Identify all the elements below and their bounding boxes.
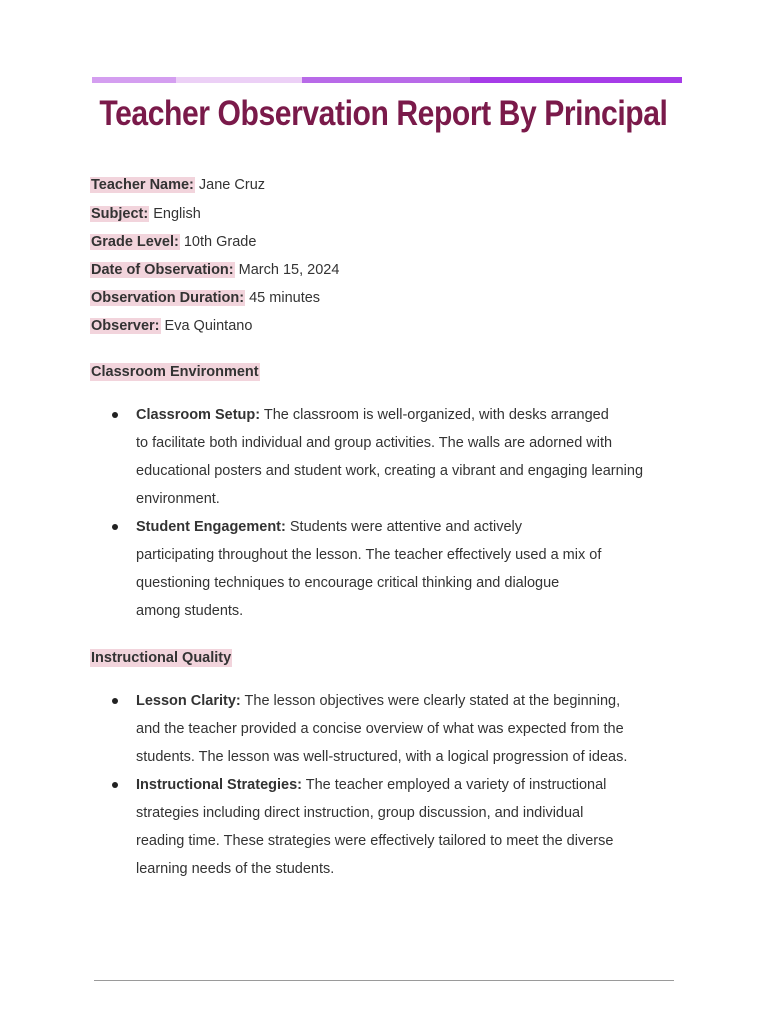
field-value: Eva Quintano xyxy=(160,318,253,334)
bullet-line: students. The lesson was well-structured, with a logical progression of ideas. xyxy=(136,749,628,765)
field-value: 45 minutes xyxy=(245,290,321,306)
bullet-line: strategies including direct instruction, group discussion, and individual xyxy=(136,805,584,821)
bullet-line: educational posters and student work, creating a vibrant and engaging learning xyxy=(136,463,644,479)
bullet-student-engagement xyxy=(136,513,676,625)
bullet-label: Lesson Clarity: xyxy=(136,693,241,709)
bullet-text: The classroom is well-organized, with desks arranged xyxy=(260,407,609,423)
bullet-line: to facilitate both individual and group activities. The walls are adorned with xyxy=(136,435,613,451)
bullet-dot-icon xyxy=(112,782,118,788)
field-value: English xyxy=(149,206,201,222)
field-label: Date of Observation: xyxy=(91,262,234,278)
bullet-line xyxy=(136,771,676,799)
document-title: Teacher Observation Report By Principal xyxy=(99,94,668,133)
bullet-line xyxy=(136,401,676,429)
bullet-line: among students. xyxy=(136,603,244,619)
bullet-line: learning needs of the students. xyxy=(136,861,335,877)
field-date-of-observation xyxy=(90,261,339,279)
bullet-instructional-strategies xyxy=(136,771,676,883)
bullet-dot-icon xyxy=(112,412,118,418)
bullet-line: questioning techniques to encourage critical thinking and dialogue xyxy=(136,575,560,591)
bullet-text: Students were attentive and actively xyxy=(285,519,523,535)
bullet-text: The teacher employed a variety of instructional xyxy=(301,777,607,793)
field-label: Observer: xyxy=(91,318,160,334)
field-label: Grade Level: xyxy=(91,234,179,250)
field-label: Observation Duration: xyxy=(91,290,245,306)
field-label: Subject: xyxy=(91,206,149,222)
bullet-line: participating throughout the lesson. The teacher effectively used a mix of xyxy=(136,547,602,563)
bullet-lesson-clarity xyxy=(136,687,676,771)
field-value: Jane Cruz xyxy=(194,177,266,193)
bullet-line: reading time. These strategies were effectively tailored to meet the diverse xyxy=(136,833,614,849)
field-grade-level xyxy=(90,233,256,251)
bullet-dot-icon xyxy=(112,698,118,704)
footer-divider xyxy=(94,980,674,981)
field-value: 10th Grade xyxy=(179,234,257,250)
bullet-label: Instructional Strategies: xyxy=(136,777,302,793)
bullet-classroom-setup xyxy=(136,401,676,513)
decorative-top-bar xyxy=(92,77,682,83)
top-bar-segment-2 xyxy=(176,77,302,83)
field-observer xyxy=(90,317,252,335)
bullet-line xyxy=(136,513,676,541)
section-heading-instructional-quality: Instructional Quality xyxy=(91,650,232,666)
field-label: Teacher Name: xyxy=(91,177,194,193)
top-bar-segment-3 xyxy=(302,77,470,83)
bullet-label: Student Engagement: xyxy=(136,519,286,535)
bullet-line xyxy=(136,687,676,715)
bullet-dot-icon xyxy=(112,524,118,530)
bullet-label: Classroom Setup: xyxy=(136,407,261,423)
field-teacher-name xyxy=(90,176,265,194)
bullet-text: The lesson objectives were clearly stated at the beginning, xyxy=(240,693,621,709)
field-subject xyxy=(90,205,201,223)
top-bar-segment-4 xyxy=(470,77,682,83)
top-bar-segment-1 xyxy=(92,77,176,83)
section-heading-classroom-environment: Classroom Environment xyxy=(91,364,259,380)
bullet-line: environment. xyxy=(136,491,220,507)
field-value: March 15, 2024 xyxy=(234,262,340,278)
field-observation-duration xyxy=(90,289,320,307)
bullet-line: and the teacher provided a concise overview of what was expected from the xyxy=(136,721,624,737)
